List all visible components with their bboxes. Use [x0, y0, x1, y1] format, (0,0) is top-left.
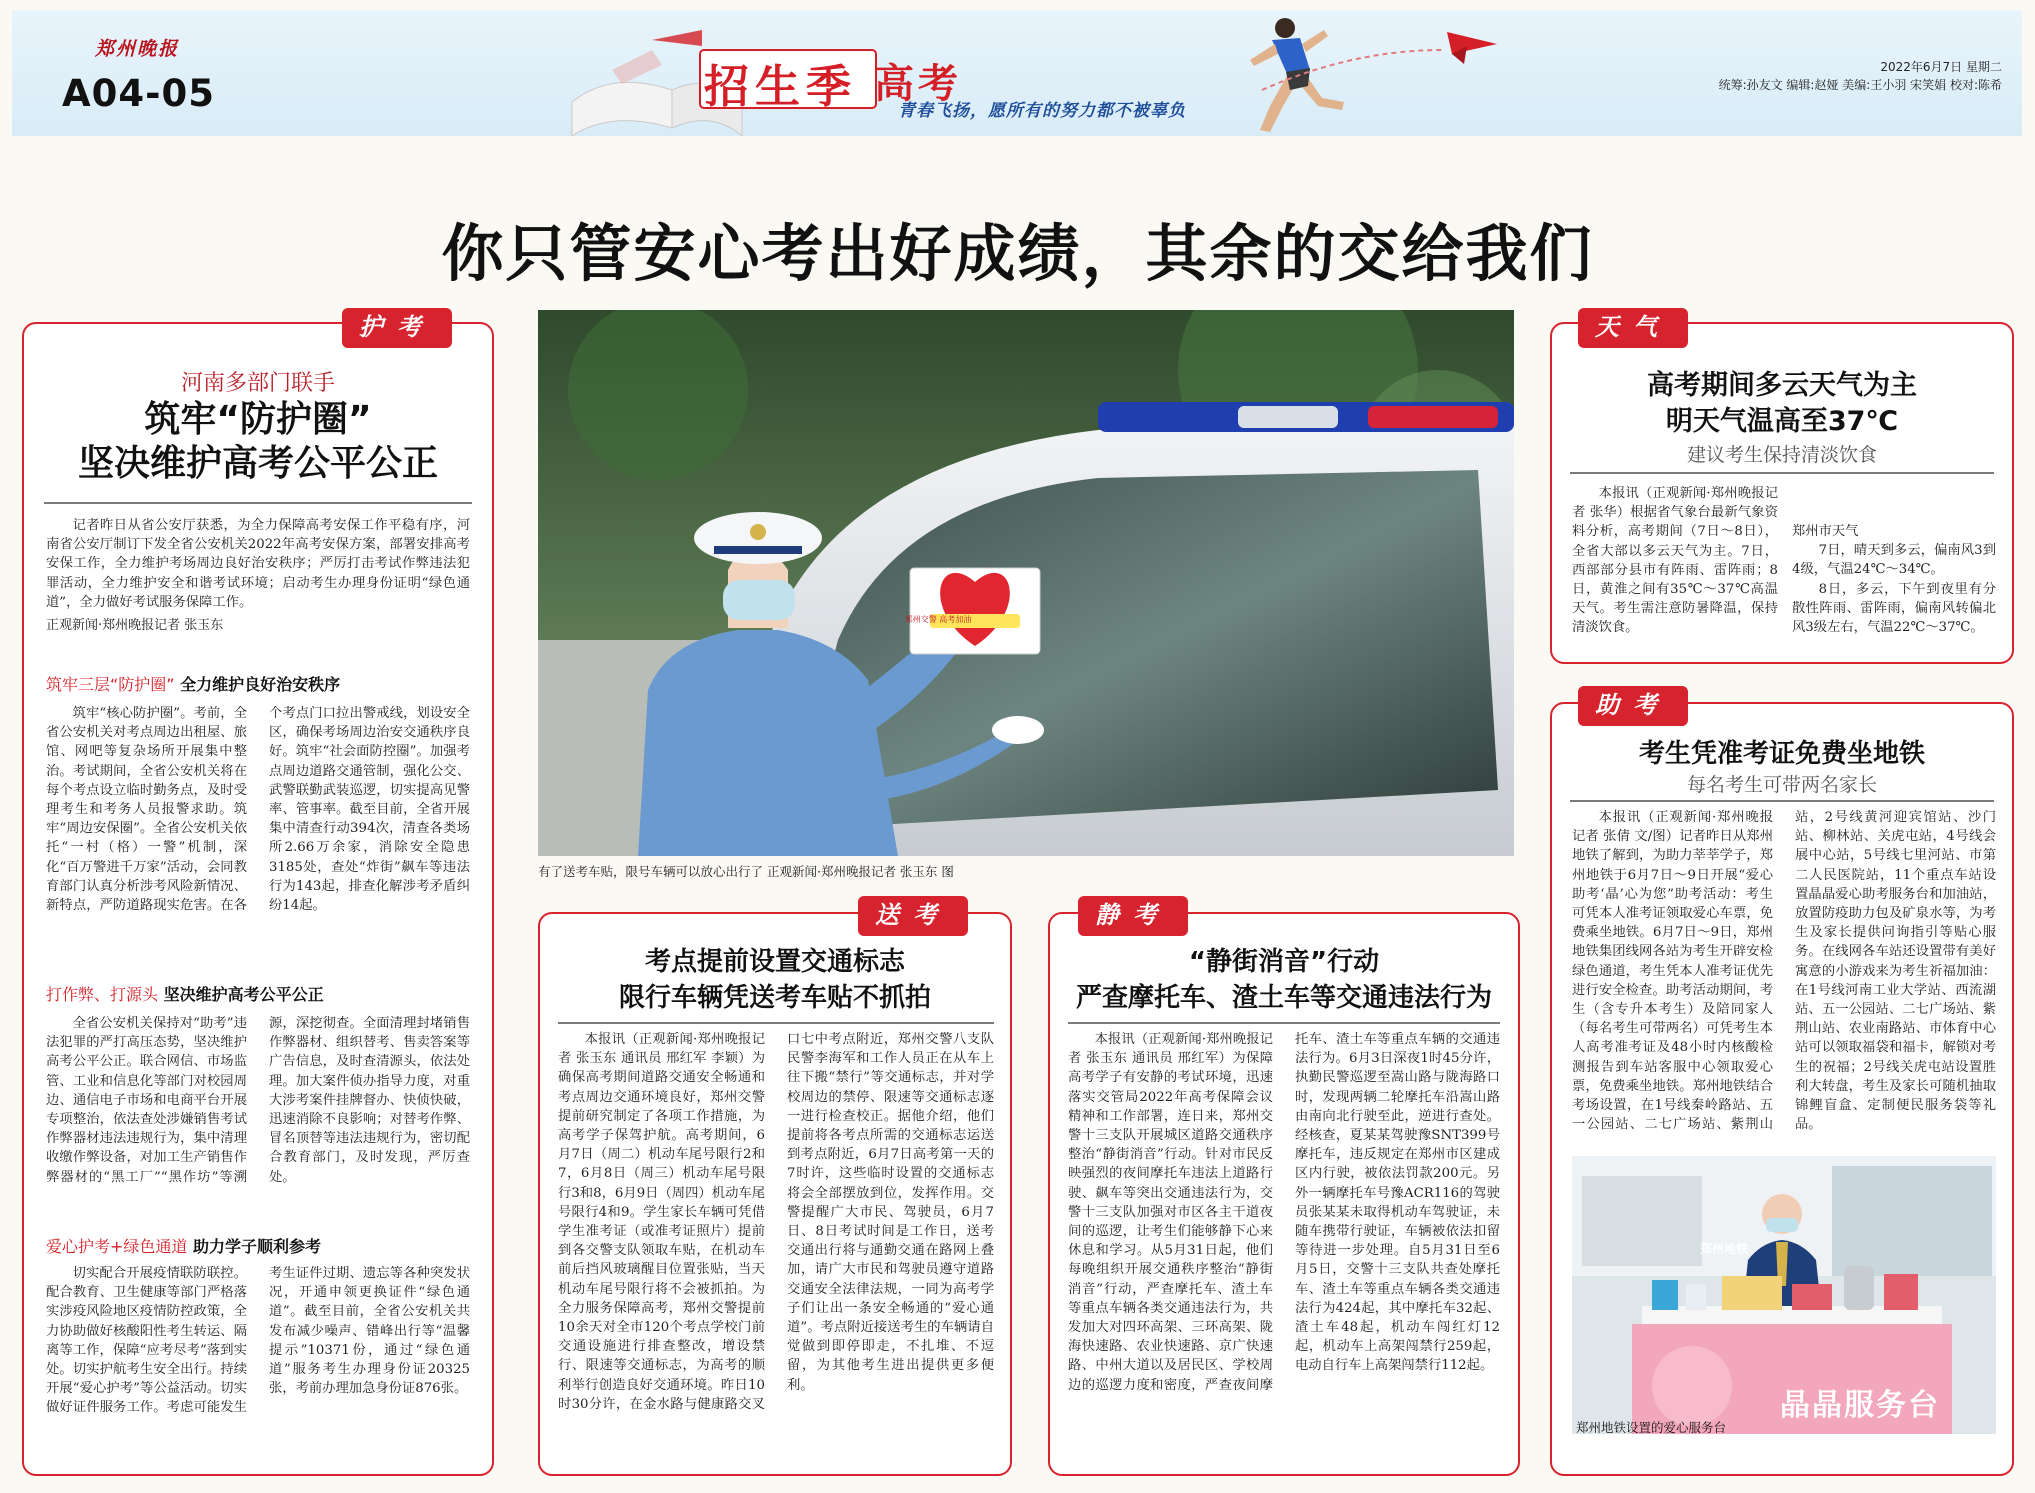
metro-text: 本报讯（正观新闻·郑州晚报记者 张倩 文/图）记者昨日从郑州地铁了解到，为助力莘莘学子，郑州地铁于6月7日～9日开展“爱心助考‘晶’心为您”助考活动：考生可凭本人准考证领取爱心车票，免费乘坐地铁。6月7日～9日，郑州地铁集团线网各站为考生开辟安检绿色通道，考生凭本人准考证优先进行安全检查。助考活动期间，考生（含专升本考生）及陪同家人（每名考生可带两名）可凭考生本人高考准考证及48小时内核酸检测报告到车站客服中心领取爱心票，免费乘坐地铁。郑州地铁结合考场设置，在1号线秦岭路站、五一公园站、二七广场站、紫荆山站，2号线黄河迎宾馆站、沙门站、柳林站、关虎屯站，4号线会展中心站，5号线七里河站、市第二人民医院站，11个重点车站设置晶晶爱心助考服务台和加油站，放置防疫助力包及矿泉水等，为考生及家长提供问询指引等贴心服务。在线网各车站还设置带有美好寓意的小游戏来为考生祈福加油：在1号线河南工业大学站、西流湖站、五一公园站、二七广场站、紫荆山站、农业南路站、市体育中心站可以领取福袋和福卡，解锁对考生的祝福；2号线关虎屯站设置胜利大转盘，考生及家长可随机抽取锦鲤盲盒、定制便民服务袋等礼品。: [1572, 810, 1996, 1133]
booth-brand: 郑州地铁: [1700, 1242, 1749, 1256]
editorial-credits: 统筹:孙友文 编辑:赵娅 美编:王小羽 宋笑娟 校对:陈希: [1718, 78, 2002, 92]
page-number: A04-05: [62, 72, 215, 115]
metro-body: [1572, 808, 1996, 1146]
quiet-title-line1: “静街消音”行动: [1188, 947, 1380, 977]
issue-date: 2022年6月7日 星期二: [1880, 60, 2002, 74]
protect-rule: [44, 502, 472, 504]
police-car-photo: [538, 310, 1514, 856]
sticker-text: 郑州交警 高考加油: [904, 615, 972, 624]
protect-section3-body: [46, 1264, 470, 1464]
traffic-text: 本报讯（正观新闻·郑州晚报记者 张玉东 通讯员 邢红军 李颖）为确保高考期间道路交通安全畅通和考点周边交通环境良好，郑州交警提前研究制定了各项工作措施，为高考学子保驾护航。高考期间，6月7日（周二）机动车尾号限行2和7，6月8日（周三）机动车尾号限行3和8，6月9日（周四）机动车尾号限行4和9。学生家长车辆可凭借学生准考证（或准考证照片）提前到各交警支队领取车贴，在机动车前后挡风玻璃醒目位置张贴，当天机动车尾号限行将不会被抓拍。为全力服务保障高考，郑州交警提前10余天对全市120个考点学校门前交通设施进行排查整改，增设禁行、限速等交通标志，为高考的顺利举行创造良好交通环境。昨日10时30分许，在金水路与健康路交叉口七中考点附近，郑州交警八支队民警李海军和工作人员正在从车上往下搬“禁行”等交通标志，并对学校周边的禁停、限速等交通标志逐一进行检查校正。据他介绍，他们提前将各考点所需的交通标志运送到考点附近，6月7日高考第一天的7时许，这些临时设置的交通标志将会全部摆放到位，发挥作用。交警提醒广大市民、驾驶员，6月7日、8日考试时间是工作日，送考交通出行将与通勤交通在路网上叠加，请广大市民和驾驶员遵守道路交通安全法律法规，一同为高考学子们让出一条安全畅通的“爱心通道”。考点附近接送考生的车辆请自觉做到即停即走，不扎堆、不逗留，为其他考生进出提供更多便利。: [558, 1032, 994, 1412]
column-badge: 招生季: [704, 60, 858, 113]
weather-forecast: [1792, 484, 1996, 637]
weather-day7: 7日，晴天到多云，偏南风3到4级，气温24℃～34℃。: [1792, 543, 1996, 578]
quiet-rule: [1068, 1022, 1500, 1024]
protect-title-line1: 筑牢“防护圈”: [144, 399, 372, 440]
weather-title-line2: 明天气温高至37℃: [1665, 406, 1899, 437]
traffic-rule: [558, 1022, 994, 1024]
metro-photo-caption: 郑州地铁设置的爱心服务台: [1576, 1420, 1727, 1435]
weather-city-head: 郑州市天气: [1792, 524, 1859, 539]
protect-section3-head-text: 助力学子顺利参考: [193, 1237, 322, 1256]
protect-section2-text: 全省公安机关保持对“助考”违法犯罪的严打高压态势，坚决维护高考公平公正。联合网信、市场监管、工业和信息化等部门对校园周边、通信电子市场和电商平台开展专项整治，依法查处涉嫌销售考试作弊器材违法违规行为，集中清理收缴作弊设备，对加工生产销售作弊器材的“黑工厂”“黑作坊”等溯源，深挖彻查。全面清理封堵销售作弊器材、组织替考、售卖答案等广告信息，及时查清源头，依法处理。加大案件侦办指导力度，对重大涉考案件挂牌督办、快侦快破，迅速消除不良影响；对替考作弊、冒名顶替等违法违规行为，密切配合教育部门，及时发现，严厉查处。: [46, 1016, 470, 1185]
protect-section2-body: [46, 1014, 470, 1229]
protect-section2-head-red: 打作弊、打源头: [46, 985, 159, 1004]
metro-rule: [1570, 800, 1994, 802]
quiet-tag: 静考: [1078, 896, 1188, 936]
protect-section1-head: [46, 672, 470, 695]
protect-section1-text: 筑牢“核心防护圈”。考前，全省公安机关对考点周边出租屋、旅馆、网吧等复杂场所开展集中整治。考试期间，全省公安机关将在每个考点设立临时勤务点，及时受理考生和考务人员报警求助。筑牢“周边安保圈”。全省公安机关依托“一村（格）一警”机制，深化“百万警进千万家”活动，会同教育部门认真分析涉考风险新情况、新特点，严防道路现实危害。在各个考点门口拉出警戒线，划设安全区，确保考场周边治安交通秩序良好。筑牢“社会面防控圈”。加强考点周边道路交通管制，强化公交、武警联勤武装巡逻，切实提高见警率、管事率。截至目前，全省开展集中清查行动394次，清查各类场所2.66万余家，消除安全隐患3185处，查处“炸街”飙车等违法行为143起，排查化解涉考矛盾纠纷14起。: [46, 706, 470, 914]
protect-section3-text: 切实配合开展疫情联防联控。配合教育、卫生健康等部门严格落实涉疫风险地区疫情防控政策，全力协助做好核酸阳性考生转运、隔离等工作，保障“应考尽考”落到实处。切实护航考生安全出行。持续开展“爱心护考”等公益活动。切实做好证件服务工作。考虑可能发生考生证件过期、遗忘等各种突发状况，开通申领更换证件“绿色通道”。截至目前，全省公安机关共发布减少噪声、错峰出行等“温馨提示”10371份，通过“绿色通道”服务考生办理身份证20325张，考前办理加急身份证876张。: [46, 1266, 470, 1416]
quiet-text: 本报讯（正观新闻·郑州晚报记者 张玉东 通讯员 邢红军）为保障高考学子有安静的考试环境，迅速落实交管局2022年高考保障会议精神和工作部署，连日来，郑州交警十三支队开展城区道路交通秩序整治“静街消音”行动。针对市民反映强烈的夜间摩托车违法上道路行驶、飙车等突出交通违法行为，交警十三支队加强对市区各主干道夜间的巡逻，让考生们能够静下心来休息和学习。从5月31日起，他们每晚组织开展交通秩序整治“静街消音”行动，严查摩托车、渣土车等重点车辆各类交通违法行为，共发加大对四环高架、三环高架、陇海快速路、农业快速路、京广快速路、中州大道以及居民区、学校周边的巡逻力度和密度，严查夜间摩托车、渣土车等重点车辆的交通违法行为。6月3日深夜1时45分许，执勤民警巡逻至嵩山路与陇海路口时，发现两辆二轮摩托车沿嵩山路由南向北行驶至此，逆进行查处。经核查，夏某某驾驶豫SNT399号摩托车，违反规定在郑州市区建成区内行驶，被依法罚款200元。另外一辆摩托车号豫ACR116的驾驶员张某某未取得机动车驾驶证，未随车携带行驶证，车辆被依法扣留等待进一步处理。自5月31日至6月5日，交警十三支队共查处摩托车、渣土车等重点车辆各类交通违法行为424起，其中摩托车32起、渣土车48起，机动车闯红灯12起，机动车上高架闯禁行259起，电动自行车上高架闯禁行112起。: [1068, 1032, 1500, 1393]
weather-tag: 天气: [1578, 308, 1688, 348]
weather-subtitle: 建议考生保持清淡饮食: [1686, 444, 1877, 466]
weather-day8: 8日，多云，下午到夜里有分散性阵雨、雷阵雨，偏南风转偏北风3级左右，气温22℃～37℃。: [1792, 581, 1996, 636]
protect-kicker: 河南多部门联手: [180, 371, 335, 396]
traffic-title-line1: 考点提前设置交通标志: [644, 947, 905, 977]
weather-rule: [1570, 472, 1994, 474]
traffic-body: [558, 1030, 994, 1466]
car-sticker: [910, 568, 1040, 654]
protect-lead: [46, 516, 470, 612]
protect-section2-head-text: 坚决维护高考公平公正: [163, 985, 324, 1004]
booth-label: 晶晶服务台: [1780, 1388, 1940, 1423]
paper-name: 郑州晚报: [95, 38, 180, 60]
quiet-title-line2: 严查摩托车、渣土车等交通违法行为: [1075, 983, 1492, 1013]
page-headline: 你只管安心考出好成绩，其余的交给我们: [441, 217, 1594, 290]
traffic-tag: 送考: [858, 896, 968, 936]
metro-subtitle: 每名考生可带两名家长: [1686, 774, 1877, 796]
protect-title-line2: 坚决维护高考公平公正: [77, 443, 438, 484]
column-title: 高考: [874, 61, 962, 107]
protect-tag: 护考: [342, 308, 452, 348]
protect-section1-head-text: 全力维护良好治安秩序: [180, 675, 341, 694]
traffic-title-line2: 限行车辆凭送考车贴不抓拍: [618, 983, 931, 1013]
protect-section2-head: [46, 982, 470, 1005]
weather-body: [1572, 484, 1778, 644]
quiet-body: [1068, 1030, 1500, 1466]
protect-section3-head-red: 爱心护考+绿色通道: [46, 1237, 188, 1256]
metro-tag: 助考: [1578, 686, 1688, 726]
weather-title-line1: 高考期间多云天气为主: [1647, 370, 1917, 401]
protect-lead-text: 记者昨日从省公安厅获悉，为全力保障高考安保工作平稳有序，河南省公安厅制订下发全省公安机关2022年高考安保方案，部署安排高考安保工作，全力维护考场周边良好治安秩序；严厉打击考试作弊违法犯罪活动，全力维护安全和谐考试环境；启动考生办理身份证明“绿色通道”，全力做好考试服务保障工作。: [46, 518, 470, 610]
protect-section1-head-red: 筑牢三层“防护圈”: [46, 675, 175, 694]
protect-section3-head: [46, 1234, 470, 1257]
column-slogan: 青春飞扬，愿所有的努力都不被辜负: [898, 101, 1186, 121]
main-photo: [538, 310, 1514, 856]
main-photo-caption: 有了送考车贴，限号车辆可以放心出行了 正观新闻·郑州晚报记者 张玉东 图: [538, 864, 954, 879]
weather-text: 本报讯（正观新闻·郑州晚报记者 张华）根据省气象台最新气象资料分析，高考期间（7日～8日），全省大部以多云天气为主。7日，西部部分县市有阵雨、雷阵雨；8日，黄淮之间有35℃～37℃高温天气。考生需注意防暑降温，保持清淡饮食。: [1572, 486, 1778, 636]
metro-title: 考生凭准考证免费坐地铁: [1638, 739, 1925, 769]
protect-section1-body: [46, 704, 470, 974]
protect-byline: 正观新闻·郑州晚报记者 张玉东: [46, 618, 224, 633]
